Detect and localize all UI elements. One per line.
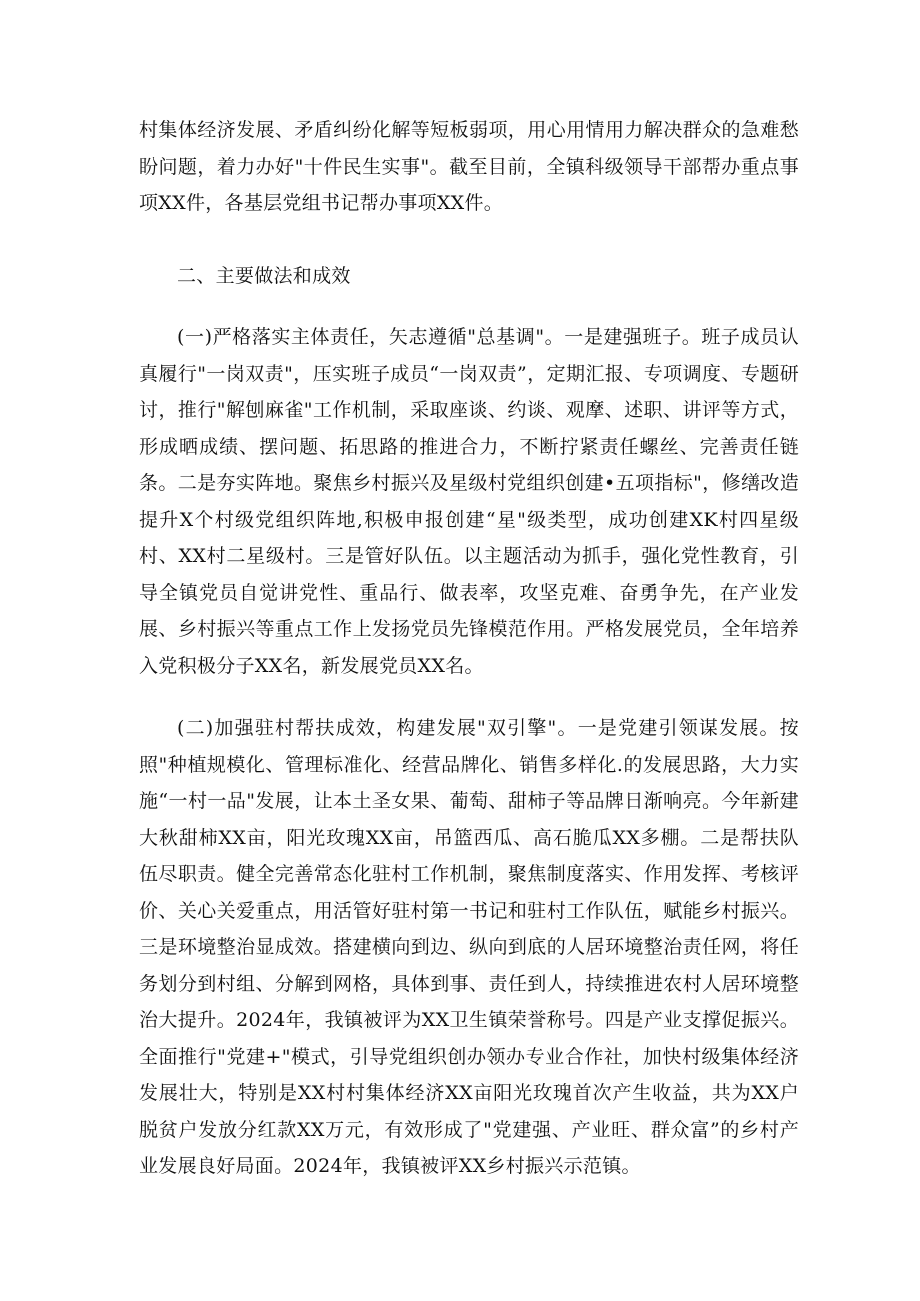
paragraph-subsection-2: (二)加强驻村帮扶成效，构建发展"双引擎"。一是党建引领谋发展。按照"种植规模化、管理标准化、经营品牌化、销售多样化.的发展思路，大力实施“一村一品"发展，让本土圣女果、葡萄、甜柿子等品牌日渐响亮。今年新建大秋甜柿XX亩，阳光玫瑰XX亩，吊篮西瓜、高石脆瓜XX多棚。二是帮扶队伍尽职责。健全完善常态化驻村工作机制，聚焦制度落实、作用发挥、考核评价、关心关爱重点，用活管好驻村第一书记和驻村工作队伍，赋能乡村振兴。三是环境整治显成效。搭建横向到边、纵向到底的人居环境整治责任网，将任务划分到村组、分解到网格，具体到事、责任到人，持续推进农村人居环境整治大提升。2024年，我镇被评为XX卫生镇荣誉称号。四是产业支撑促振兴。全面推行"党建+"模式，引导党组织创办领办专业合作社，加快村级集体经济发展壮大，特别是XX村村集体经济XX亩阳光玫瑰首次产生收益，共为XX户脱贫户发放分红款XX万元，有效形成了"党建强、产业旺、群众富”的乡村产业发展良好局面。2024年，我镇被评XX乡村振兴示范镇。 — [139, 717, 799, 1177]
section-heading: 二、主要做法和成效 — [177, 264, 351, 287]
document-body — [139, 112, 799, 1185]
paragraph-spacer — [139, 684, 799, 710]
paragraph-continuation: 村集体经济发展、矛盾纠纷化解等短板弱项，用心用情用力解决群众的急难愁盼问题，着力办好"十件民生实事"。截至目前，全镇科级领导干部帮办重点事项XX件，各基层党组书记帮办事项XX件。 — [139, 119, 799, 214]
paragraph-subsection-1: (一)严格落实主体责任，矢志遵循"总基调"。一是建强班子。班子成员认真履行"一岗双责"，压实班子成员“一岗双责”，定期汇报、专项调度、专题研讨，推行"解刨麻雀"工作机制，采取座谈、约谈、观摩、述职、讲评等方式，形成晒成绩、摆问题、拓思路的推进合力，不断拧紧责任螺丝、完善责任链条。二是夯实阵地。聚焦乡村振兴及星级村党组织创建•五项指标"，修缮改造提升X个村级党组织阵地,积极申报创建“星"级类型，成功创建XK村四星级村、XX村二星级村。三是管好队伍。以主题活动为抓手，强化党性教育，引导全镇党员自觉讲党性、重品行、做表率，攻坚克难、奋勇争先，在产业发展、乡村振兴等重点工作上发扬党员先锋模范作用。严格发展党员，全年培养入党积极分子XX名，新发展党员XX名。 — [139, 326, 799, 677]
paragraph-spacer — [139, 294, 799, 319]
paragraph-spacer — [139, 222, 799, 258]
